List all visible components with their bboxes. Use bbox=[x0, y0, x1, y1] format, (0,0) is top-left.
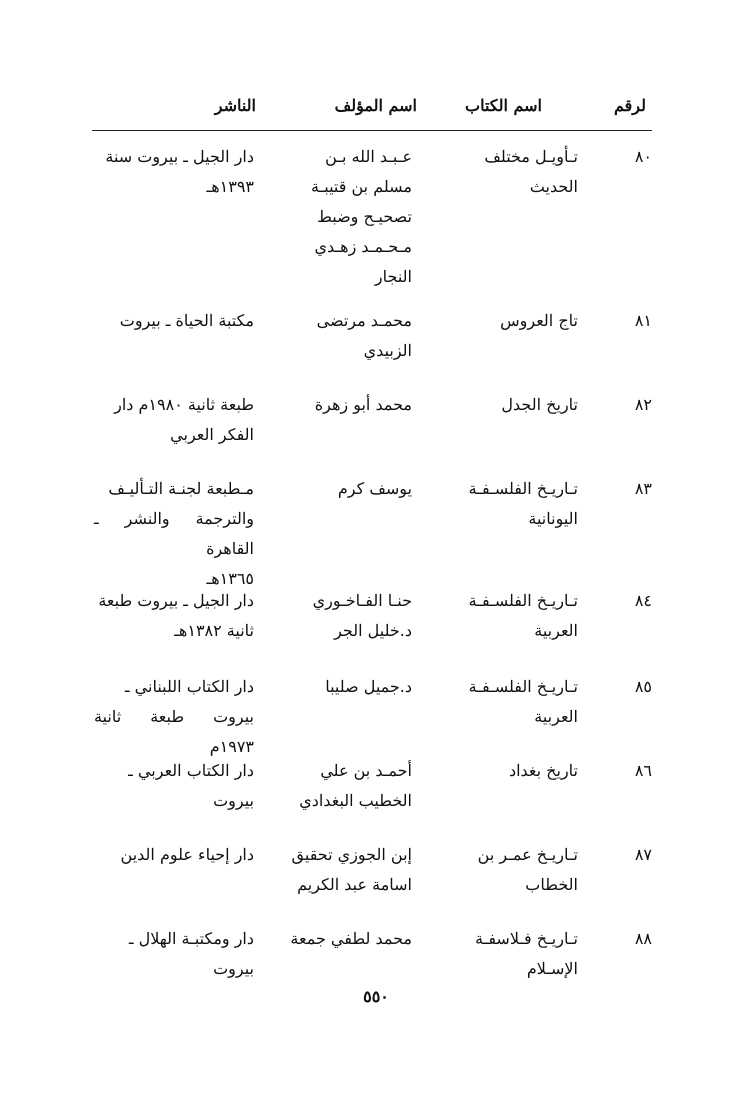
book-publisher: دار الجيل ـ بيروت سنة ١٣٩٣هـ bbox=[105, 147, 254, 196]
book-publisher: مـطبعة لجنـة التـأليـف والترجمة والنشر ـ القاهرة ١٣٦٥هـ bbox=[94, 479, 254, 588]
table-header bbox=[92, 96, 652, 122]
book-publisher: دار الجيل ـ بيروت طبعة ثانية ١٣٨٢هـ bbox=[98, 591, 254, 640]
page-number: ٥٥٠ bbox=[363, 987, 389, 1006]
book-author: يوسف كرم bbox=[337, 479, 412, 498]
row-number: ٨٤ bbox=[634, 591, 652, 610]
book-author: د.جميل صليبا bbox=[325, 677, 412, 696]
row-number: ٨١ bbox=[634, 311, 652, 330]
book-publisher: دار إحياء علوم الدين bbox=[120, 845, 254, 864]
row-number: ٨٨ bbox=[634, 929, 652, 948]
book-title: تـاريـخ الفلسـفـة اليونانية bbox=[468, 479, 578, 528]
row-number: ٨٢ bbox=[634, 395, 652, 414]
book-author: عـبـد الله بـن مسلم بن قتيبـة تصحيـح وضبط مـحـمـد زهـدي النجار bbox=[311, 147, 412, 286]
book-title: تـاريـخ الفلسـفـة العربية bbox=[468, 677, 578, 726]
book-title: تـاريـخ الفلسـفـة العربية bbox=[468, 591, 578, 640]
book-publisher: مكتبة الحياة ـ بيروت bbox=[119, 311, 254, 330]
book-title: تـأويـل مختلف الحديث bbox=[484, 147, 578, 196]
row-number: ٨٧ bbox=[634, 845, 652, 864]
book-publisher: دار الكتاب العربي ـ بيروت bbox=[128, 761, 254, 810]
header-author: اسم المؤلف bbox=[334, 96, 417, 115]
header-number: لرقم bbox=[614, 96, 646, 115]
header-publisher: الناشر bbox=[214, 96, 256, 115]
book-author: أحمـد بن علي الخطيب البغدادي bbox=[299, 761, 412, 810]
book-author: إبن الجوزي تحقيق اسامة عبد الكريم bbox=[291, 845, 412, 894]
row-number: ٨٥ bbox=[634, 677, 652, 696]
book-author: محمـد مرتضى الزبيدي bbox=[316, 311, 412, 360]
row-number: ٨٠ bbox=[634, 147, 652, 166]
header-divider bbox=[92, 130, 652, 131]
row-number: ٨٣ bbox=[634, 479, 652, 498]
book-publisher: طبعة ثانية ١٩٨٠م دار الفكر العربي bbox=[114, 395, 254, 444]
book-author: محمد أبو زهرة bbox=[314, 395, 412, 414]
book-author: محمد لطفي جمعة bbox=[290, 929, 412, 948]
book-publisher: دار ومكتبـة الهلال ـ بيروت bbox=[128, 929, 254, 978]
book-title: تـاريـخ فـلاسفـة الإسـلام bbox=[475, 929, 578, 978]
row-number: ٨٦ bbox=[634, 761, 652, 780]
book-title: تـاريـخ عمـر بن الخطاب bbox=[477, 845, 578, 894]
book-publisher: دار الكتاب اللبناني ـ بيروت طبعة ثانية ١٩٧٣م bbox=[94, 677, 254, 756]
header-book-title: اسم الكتاب bbox=[465, 96, 542, 115]
book-title: تاج العروس bbox=[500, 311, 578, 330]
book-title: تاريخ الجدل bbox=[501, 395, 578, 414]
book-title: تاريخ بغداد bbox=[508, 761, 578, 780]
book-author: حنـا الفـاخـوري د.خليل الجر bbox=[312, 591, 412, 640]
